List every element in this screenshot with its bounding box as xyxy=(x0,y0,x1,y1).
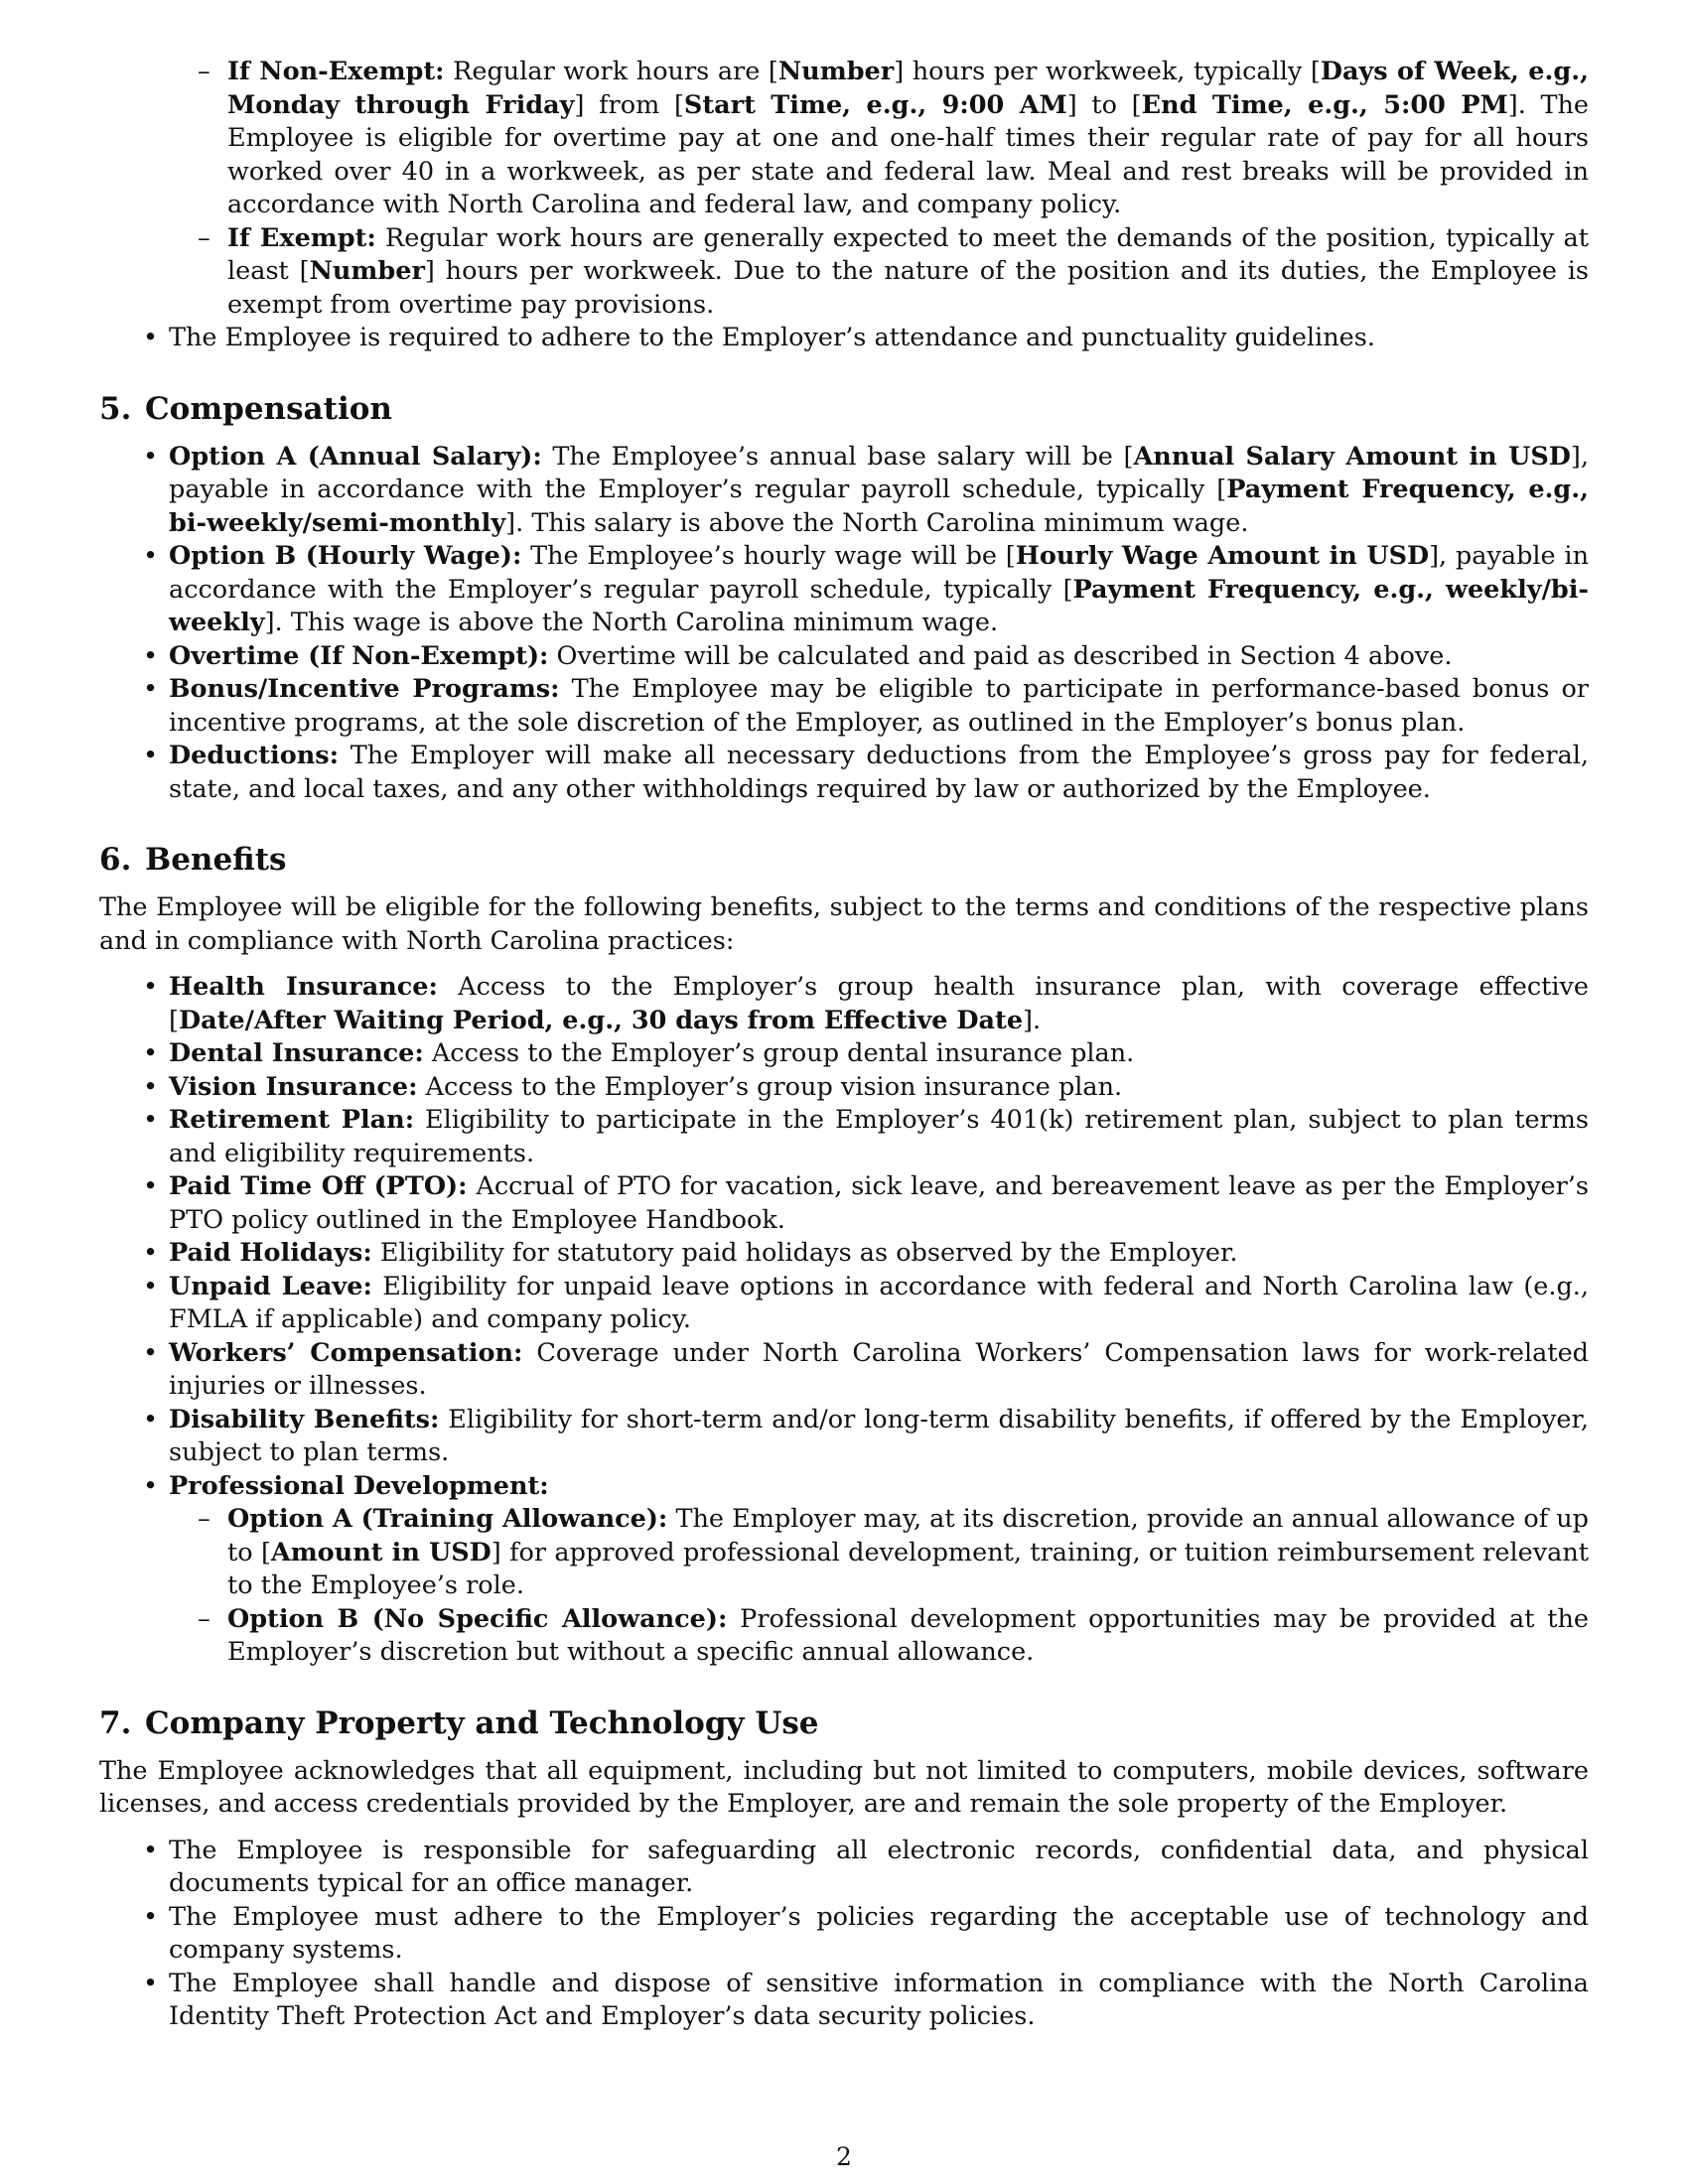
list-item: • Overtime (If Non-Exempt): Overtime will be calculated and paid as described in Section 4 above. xyxy=(169,640,1589,674)
list-item: • Retirement Plan: Eligibility to participate in the Employer’s 401(k) retirement plan, subject to plan terms and eligibility requirements. xyxy=(169,1104,1589,1170)
sub-list-item: – Option A (Training Allowance): The Employer may, at its discretion, provide an annual allowance of up to [Amount in USD] for approved professional development, training, or tuition reimbursement relevant to the Employee’s role. xyxy=(227,1503,1589,1603)
list-item: • Workers’ Compensation: Coverage under North Carolina Workers’ Compensation laws for work-related injuries or illnesses. xyxy=(169,1337,1589,1404)
item-label: If Non-Exempt: xyxy=(227,57,445,86)
benefits-list xyxy=(99,971,1589,1670)
exempt-item: – If Exempt: Regular work hours are generally expected to meet the demands of the position, typically at least [Number] hours per workweek. Due to the nature of the position and its duties, the Employee is exempt from overtime pay provisions. xyxy=(227,222,1589,323)
list-item: • Paid Time Off (PTO): Accrual of PTO for vacation, sick leave, and bereavement leave as per the Employer’s PTO policy outlined in the Employee Handbook. xyxy=(169,1170,1589,1237)
page-number: 2 xyxy=(836,2142,852,2171)
attendance-item: • The Employee is required to adhere to the Employer’s attendance and punctuality guidelines. xyxy=(169,322,1589,355)
section-heading-property: 7. Company Property and Technology Use xyxy=(99,1705,819,1741)
list-item: • Unpaid Leave: Eligibility for unpaid leave options in accordance with federal and North Carolina law (e.g., FMLA if applicable) and company policy. xyxy=(169,1271,1589,1337)
section-heading-benefits: 6. Benefits xyxy=(99,842,287,878)
list-item: • Deductions: The Employer will make all necessary deductions from the Employee’s gross pay for federal, state, and local taxes, and any other withholdings required by law or authorized by the Employee. xyxy=(169,740,1589,806)
list-item: • Option B (Hourly Wage): The Employee’s hourly wage will be [Hourly Wage Amount in USD], payable in accordance with the Employer’s regular payroll schedule, typically [Payment Frequency, e.g., weekly/bi-weekly]. This wage is above the North Carolina minimum wage. xyxy=(169,540,1589,640)
list-item: • The Employee is responsible for safeguarding all electronic records, confidential data, and physical documents typical for an office manager. xyxy=(169,1835,1589,1901)
list-item: • Professional Development: xyxy=(169,1470,1589,1504)
document-page xyxy=(99,56,1589,2034)
property-list xyxy=(99,1835,1589,2034)
section-heading-compensation: 5. Compensation xyxy=(99,390,392,427)
benefits-intro: The Employee will be eligible for the following benefits, subject to the terms and conditions of the respective plans and in compliance with North Carolina practices: xyxy=(99,892,1589,956)
non-exempt-item: – If Non-Exempt: Regular work hours are [Number] hours per workweek, typically [Days of Week, e.g., Monday through Friday] from [Start Time, e.g., 9:00 AM] to [End Time, e.g., 5:00 PM]. The Employee is eligible for overtime pay at one and one-half times their regular rate of pay for all hours worked over 40 in a workweek, as per state and federal law. Meal and rest breaks will be provided in accordance with North Carolina and federal law, and company policy. xyxy=(227,56,1589,222)
list-item: • The Employee must adhere to the Employer’s policies regarding the acceptable use of technology and company systems. xyxy=(169,1901,1589,1968)
list-item: • Paid Holidays: Eligibility for statutory paid holidays as observed by the Employer. xyxy=(169,1237,1589,1271)
compensation-list xyxy=(99,441,1589,807)
item-label: If Exempt: xyxy=(227,222,376,253)
list-item: • Vision Insurance: Access to the Employer’s group vision insurance plan. xyxy=(169,1071,1589,1105)
sub-list-item: – Option B (No Specific Allowance): Professional development opportunities may be provided at the Employer’s discretion but without a specific annual allowance. xyxy=(227,1603,1589,1670)
list-item: • Bonus/Incentive Programs: The Employee may be eligible to participate in performance-based bonus or incentive programs, at the sole discretion of the Employer, as outlined in the Employer’s bonus plan. xyxy=(169,673,1589,740)
list-item: • Disability Benefits: Eligibility for short-term and/or long-term disability benefits, if offered by the Employer, subject to plan terms. xyxy=(169,1404,1589,1470)
property-intro: The Employee acknowledges that all equipment, including but not limited to computers, mobile devices, software licenses, and access credentials provided by the Employer, are and remain the sole property of the Employer. xyxy=(99,1755,1589,1819)
work-hours-list xyxy=(99,56,1589,355)
list-item: • The Employee shall handle and dispose of sensitive information in compliance with the North Carolina Identity Theft Protection Act and Employer’s data security policies. xyxy=(169,1968,1589,2034)
list-item: • Option A (Annual Salary): The Employee’s annual base salary will be [Annual Salary Amount in USD], payable in accordance with the Employer’s regular payroll schedule, typically [Payment Frequency, e.g., bi-weekly/semi-monthly]. This salary is above the North Carolina minimum wage. xyxy=(169,441,1589,541)
list-item: • Dental Insurance: Access to the Employer’s group dental insurance plan. xyxy=(169,1037,1589,1071)
list-item: • Health Insurance: Access to the Employer’s group health insurance plan, with coverage effective [Date/After Waiting Period, e.g., 30 days from Effective Date]. xyxy=(169,971,1589,1037)
